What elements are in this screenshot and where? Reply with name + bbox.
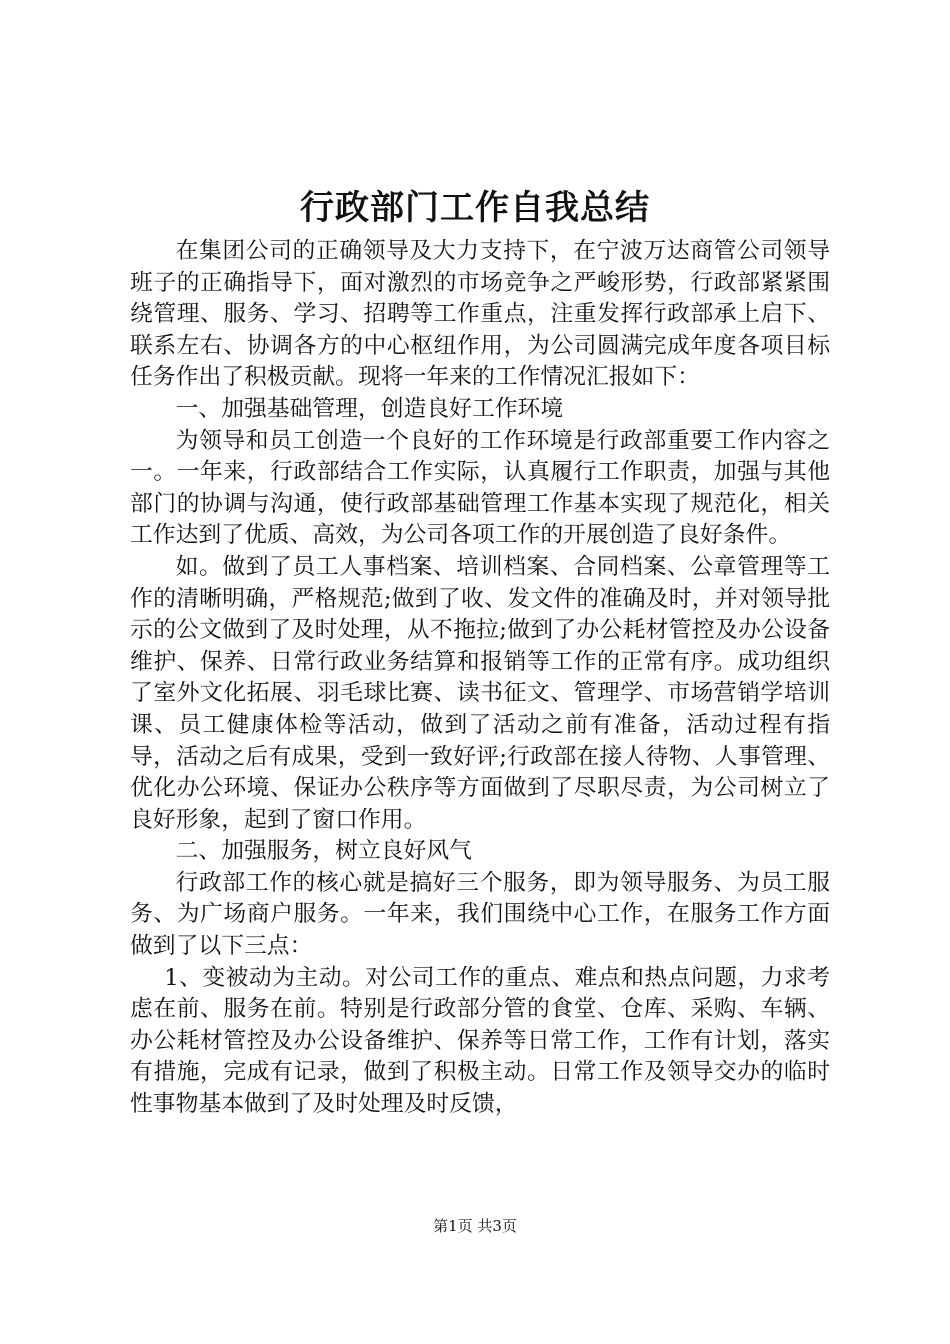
page-number-footer: 第1页 共3页 xyxy=(433,1217,517,1235)
paragraph-item-1: 1、变被动为主动。对公司工作的重点、难点和热点问题，力求考虑在前、服务在前。特别是行政部分管的食堂、仓库、采购、车辆、办公耗材管控及办公设备维护、保养等日常工作，工作有计划，落实有措施，完成有记录，做到了积极主动。日常工作及领导交办的临时性事物基本做到了及时处理及时反馈， xyxy=(130,964,830,1118)
document-body xyxy=(130,236,830,1121)
paragraph-section1-details: 如。做到了员工人事档案、培训档案、合同档案、公章管理等工作的清晰明确，严格规范;做到了收、发文件的准确及时，并对领导批示的公文做到了及时处理，从不拖拉;做到了办公耗材管控及办公设备维护、保养、日常行政业务结算和报销等工作的正常有序。成功组织了室外文化拓展、羽毛球比赛、读书征文、管理学、市场营销学培训课、员工健康体检等活动，做到了活动之前有准备，活动过程有指导，活动之后有成果，受到一致好评;行政部在接人待物、人事管理、优化办公环境、保证办公秩序等方面做到了尽职尽责，为公司树立了良好形象，起到了窗口作用。 xyxy=(130,553,830,833)
section-heading-1: 一、加强基础管理，创造良好工作环境 xyxy=(175,395,564,422)
paragraph-section1-intro: 为领导和员工创造一个良好的工作环境是行政部重要工作内容之一。一年来，行政部结合工作实际，认真履行工作职责，加强与其他部门的协调与沟通，使行政部基础管理工作基本实现了规范化，相关工作达到了优质、高效，为公司各项工作的开展创造了良好条件。 xyxy=(130,427,830,549)
paragraph-intro: 在集团公司的正确领导及大力支持下，在宁波万达商管公司领导班子的正确指导下，面对激烈的市场竞争之严峻形势，行政部紧紧围绕管理、服务、学习、招聘等工作重点，注重发挥行政部承上启下、联系左右、协调各方的中心枢纽作用，为公司圆满完成年度各项目标任务作出了积极贡献。现将一年来的工作情况汇报如下： xyxy=(130,238,830,391)
paragraph-section2-intro: 行政部工作的核心就是搞好三个服务，即为领导服务、为员工服务、为广场商户服务。一年来，我们围绕中心工作，在服务工作方面做到了以下三点： xyxy=(130,869,830,960)
document-title: 行政部门工作自我总结 xyxy=(300,188,650,228)
section-heading-2: 二、加强服务，树立良好风气 xyxy=(175,838,472,865)
